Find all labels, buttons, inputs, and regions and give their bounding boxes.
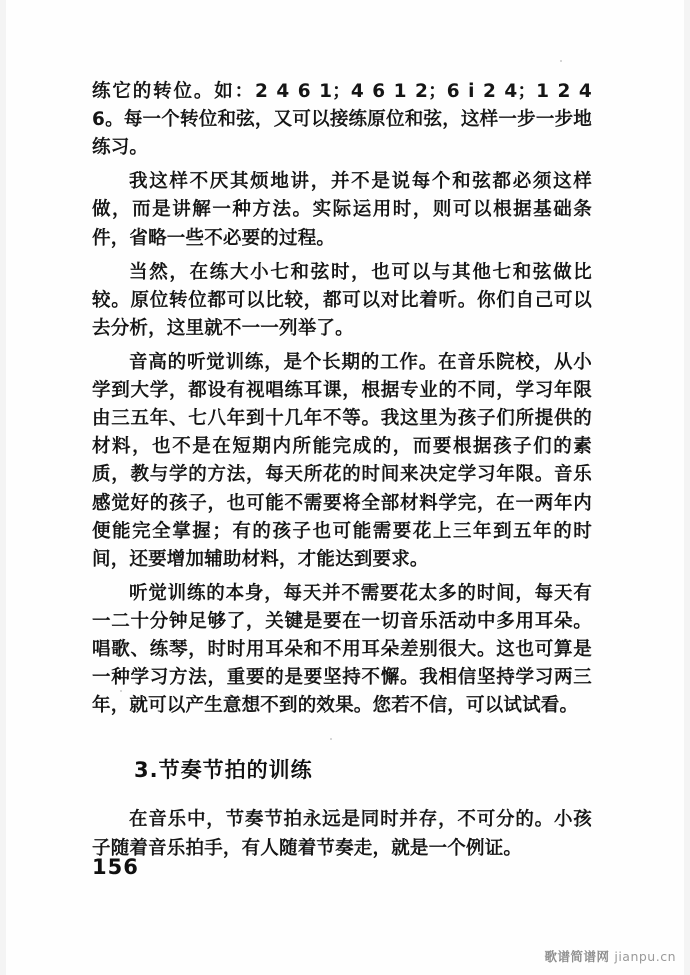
page-body xyxy=(92,78,592,869)
paragraph-2-text: 我这样不厌其烦地讲，并不是说每个和弦都必须这样做，而是讲解一种方法。实际运用时，则可以根据基础条件，省略一些不必要的过程。 xyxy=(92,171,592,249)
section-heading: 3.节奏节拍的训练 xyxy=(134,758,313,783)
paragraph-1 xyxy=(92,78,592,162)
page-right-edge xyxy=(684,0,690,975)
page-left-edge xyxy=(0,0,6,975)
paragraph-5 xyxy=(92,580,592,721)
paragraph-2 xyxy=(92,168,592,252)
watermark-label: 歌谱简谱网 xyxy=(544,949,610,964)
paragraph-6-text: 在音乐中，节奏节拍永远是同时并存，不可分的。小孩子随着音乐拍手，有人随着节奏走，就是一个例证。 xyxy=(92,809,592,859)
paragraph-4 xyxy=(92,349,592,574)
paragraph-6 xyxy=(92,806,592,862)
paragraph-3 xyxy=(92,259,592,343)
paragraph-3-text: 当然，在练大小七和弦时，也可以与其他七和弦做比较。原位转位都可以比较，都可以对比着听。你们自己可以去分析，这里就不一一列举了。 xyxy=(92,261,592,339)
page-number: 156 xyxy=(92,855,139,879)
watermark-site: jianpu.cn xyxy=(614,949,676,964)
paragraph-4-text: 音高的听觉训练，是个长期的工作。在音乐院校，从小学到大学，都设有视唱练耳课，根据专业的不同，学习年限由三五年、七八年到十几年不等。我这里为孩子们所提供的材料，也不是在短期内所能完成的，而要根据孩子们的素质，教与学的方法，每天所花的时间来决定学习年限。音乐感觉好的孩子，也可能不需要将全部材料学完，在一两年内便能完全掌握；有的孩子也可能需要花上三年到五年的时间，还要增加辅助材料，才能达到要求。 xyxy=(92,351,592,570)
watermark xyxy=(544,947,676,965)
paragraph-5-text: 听觉训练的本身，每天并不需要花太多的时间，每天有一二十分钟足够了，关键是要在一切音乐活动中多用耳朵。唱歌、练琴，时时用耳朵和不用耳朵差别很大。这也可算是一种学习方法，重要的是要坚持不懈。我相信坚持学习两三年，就可以产生意想不到的效果。您若不信，可以试试看。 xyxy=(92,582,592,717)
paper-speck xyxy=(560,60,562,62)
paragraph-1-text: 练它的转位。如：2 4 6 1；4 6 1 2；6 i 2 4；1 2 4 6。每一个转位和弦，又可以接练原位和弦，这样一步一步地练习。 xyxy=(92,81,592,159)
